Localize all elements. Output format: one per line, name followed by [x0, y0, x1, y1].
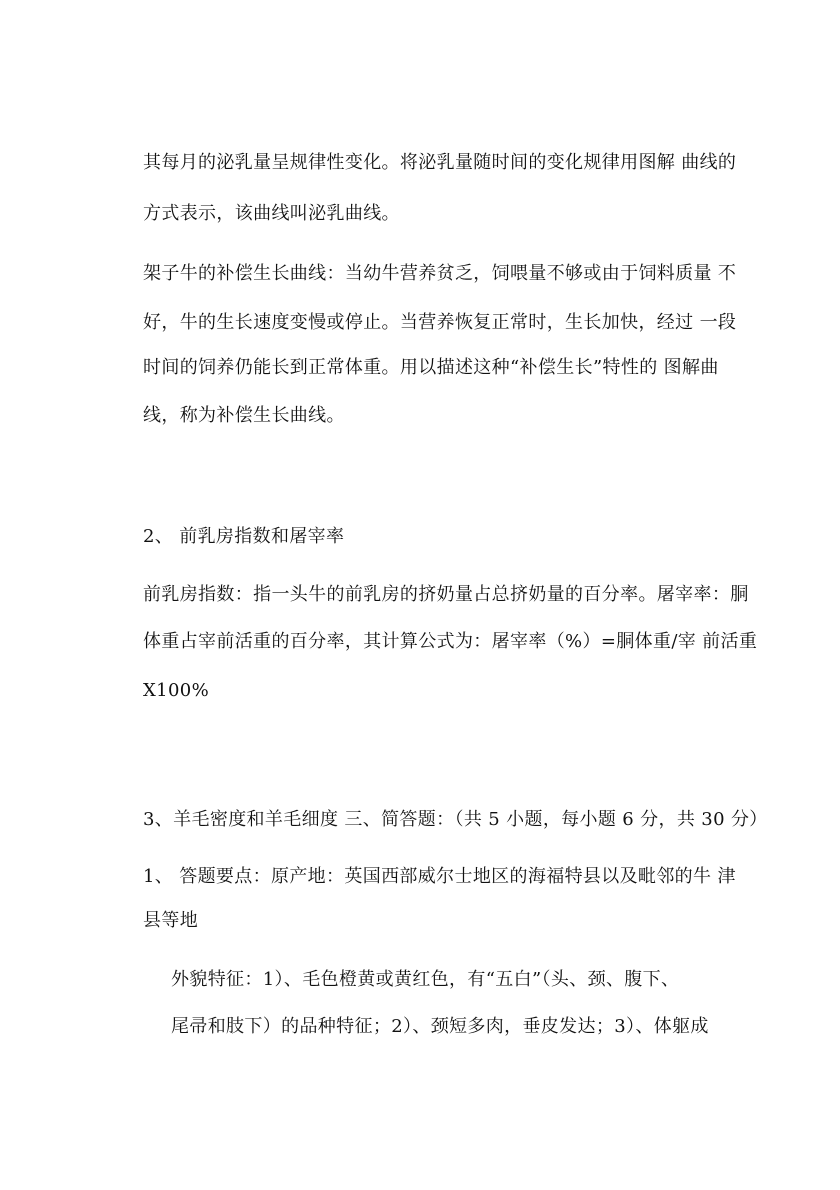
paragraph-1-line-1: 其每月的泌乳量呈规律性变化。将泌乳量随时间的变化规律用图解 曲线的 [143, 152, 737, 173]
paragraph-3-line-1: 前乳房指数：指一头牛的前乳房的挤奶量占总挤奶量的百分率。屠宰率：胴 [143, 584, 749, 605]
paragraph-2-line-1: 架子牛的补偿生长曲线：当幼牛营养贫乏，饲喂量不够或由于饲料质量 不 [143, 263, 737, 284]
answer-1-line-1: 1、 答题要点：原产地：英国西部威尔士地区的海福特县以及毗邻的牛 津 [143, 866, 736, 887]
paragraph-2-line-2: 好，牛的生长速度变慢或停止。当营养恢复正常时，生长加快，经过 一段 [143, 312, 737, 333]
section-2-heading: 2、 前乳房指数和屠宰率 [143, 526, 345, 547]
answer-1-detail-line-2: 尾帚和肢下）的品种特征；2）、颈短多肉，垂皮发达；3）、体躯成 [171, 1016, 709, 1037]
paragraph-2-line-3: 时间的饲养仍能长到正常体重。用以描述这种“补偿生长”特性的 图解曲 [143, 357, 719, 378]
paragraph-3-line-3: X100% [143, 680, 210, 701]
paragraph-3-line-2: 体重占宰前活重的百分率，其计算公式为：屠宰率（%）=胴体重/宰 前活重 [143, 631, 758, 652]
section-3-heading: 3、羊毛密度和羊毛细度 三、简答题：（共 5 小题，每小题 6 分，共 30 分） [143, 809, 768, 830]
paragraph-2-line-4: 线，称为补偿生长曲线。 [143, 405, 345, 426]
answer-1-detail-line-1: 外貌特征：1）、毛色橙黄或黄红色，有“五白”（头、颈、腹下、 [171, 969, 680, 990]
answer-1-line-2: 县等地 [143, 910, 199, 931]
paragraph-1-line-2: 方式表示，该曲线叫泌乳曲线。 [143, 203, 400, 224]
